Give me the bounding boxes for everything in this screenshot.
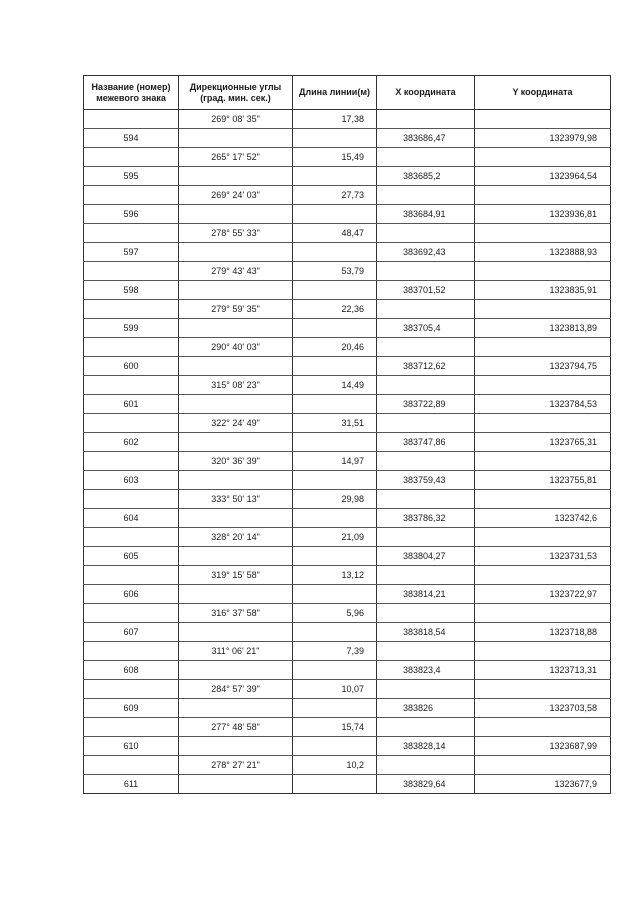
empty-cell bbox=[293, 661, 377, 680]
direction-angle-cell: 316° 37' 58" bbox=[179, 604, 293, 623]
empty-cell bbox=[179, 775, 293, 794]
empty-cell bbox=[475, 148, 611, 167]
x-coordinate-cell: 383786,32 bbox=[377, 509, 475, 528]
point-name-cell: 602 bbox=[84, 433, 179, 452]
empty-cell bbox=[179, 471, 293, 490]
empty-cell bbox=[377, 566, 475, 585]
empty-cell bbox=[377, 110, 475, 129]
empty-cell bbox=[377, 338, 475, 357]
empty-cell bbox=[377, 300, 475, 319]
empty-cell bbox=[293, 547, 377, 566]
empty-cell bbox=[179, 129, 293, 148]
segment-row bbox=[84, 680, 611, 699]
empty-cell bbox=[293, 623, 377, 642]
x-coordinate-cell: 383684,91 bbox=[377, 205, 475, 224]
x-coordinate-cell: 383818,54 bbox=[377, 623, 475, 642]
point-name-cell: 604 bbox=[84, 509, 179, 528]
empty-cell bbox=[377, 414, 475, 433]
direction-angle-cell: 279° 43' 43" bbox=[179, 262, 293, 281]
y-coordinate-cell: 1323755,81 bbox=[475, 471, 611, 490]
x-coordinate-cell: 383828,14 bbox=[377, 737, 475, 756]
point-name-cell: 599 bbox=[84, 319, 179, 338]
header-angle: Дирекционные углы (град. мин. сек.) bbox=[179, 76, 293, 110]
direction-angle-cell: 319° 15' 58" bbox=[179, 566, 293, 585]
empty-cell bbox=[179, 243, 293, 262]
empty-cell bbox=[179, 167, 293, 186]
empty-cell bbox=[293, 395, 377, 414]
empty-cell bbox=[377, 642, 475, 661]
segment-row bbox=[84, 262, 611, 281]
point-row bbox=[84, 737, 611, 756]
point-row bbox=[84, 661, 611, 680]
empty-cell bbox=[179, 699, 293, 718]
y-coordinate-cell: 1323765,31 bbox=[475, 433, 611, 452]
segment-row bbox=[84, 414, 611, 433]
empty-cell bbox=[293, 167, 377, 186]
x-coordinate-cell: 383722,89 bbox=[377, 395, 475, 414]
empty-cell bbox=[377, 376, 475, 395]
empty-cell bbox=[377, 262, 475, 281]
empty-cell bbox=[377, 528, 475, 547]
line-length-cell: 5,96 bbox=[293, 604, 377, 623]
direction-angle-cell: 320° 36' 39" bbox=[179, 452, 293, 471]
segment-row bbox=[84, 148, 611, 167]
empty-cell bbox=[179, 319, 293, 338]
x-coordinate-cell: 383826 bbox=[377, 699, 475, 718]
empty-cell bbox=[84, 414, 179, 433]
line-length-cell: 21,09 bbox=[293, 528, 377, 547]
y-coordinate-cell: 1323794,75 bbox=[475, 357, 611, 376]
line-length-cell: 14,49 bbox=[293, 376, 377, 395]
empty-cell bbox=[293, 281, 377, 300]
y-coordinate-cell: 1323713,31 bbox=[475, 661, 611, 680]
x-coordinate-cell: 383804,27 bbox=[377, 547, 475, 566]
empty-cell bbox=[84, 490, 179, 509]
empty-cell bbox=[179, 547, 293, 566]
empty-cell bbox=[377, 452, 475, 471]
empty-cell bbox=[475, 756, 611, 775]
empty-cell bbox=[84, 680, 179, 699]
point-row bbox=[84, 395, 611, 414]
x-coordinate-cell: 383823,4 bbox=[377, 661, 475, 680]
empty-cell bbox=[84, 756, 179, 775]
line-length-cell: 53,79 bbox=[293, 262, 377, 281]
point-row bbox=[84, 319, 611, 338]
x-coordinate-cell: 383701,52 bbox=[377, 281, 475, 300]
empty-cell bbox=[475, 338, 611, 357]
empty-cell bbox=[84, 528, 179, 547]
empty-cell bbox=[475, 566, 611, 585]
empty-cell bbox=[293, 319, 377, 338]
line-length-cell: 10,2 bbox=[293, 756, 377, 775]
segment-row bbox=[84, 452, 611, 471]
line-length-cell: 29,98 bbox=[293, 490, 377, 509]
table-header-row bbox=[84, 76, 611, 110]
y-coordinate-cell: 1323784,53 bbox=[475, 395, 611, 414]
point-row bbox=[84, 509, 611, 528]
direction-angle-cell: 322° 24' 49" bbox=[179, 414, 293, 433]
segment-row bbox=[84, 110, 611, 129]
point-name-cell: 608 bbox=[84, 661, 179, 680]
segment-row bbox=[84, 490, 611, 509]
point-row bbox=[84, 433, 611, 452]
empty-cell bbox=[84, 604, 179, 623]
direction-angle-cell: 290° 40' 03" bbox=[179, 338, 293, 357]
y-coordinate-cell: 1323677,9 bbox=[475, 775, 611, 794]
y-coordinate-cell: 1323731,53 bbox=[475, 547, 611, 566]
x-coordinate-cell: 383692,43 bbox=[377, 243, 475, 262]
empty-cell bbox=[84, 566, 179, 585]
empty-cell bbox=[293, 471, 377, 490]
empty-cell bbox=[179, 281, 293, 300]
y-coordinate-cell: 1323742,6 bbox=[475, 509, 611, 528]
point-row bbox=[84, 243, 611, 262]
y-coordinate-cell: 1323718,88 bbox=[475, 623, 611, 642]
direction-angle-cell: 278° 55' 33" bbox=[179, 224, 293, 243]
segment-row bbox=[84, 642, 611, 661]
x-coordinate-cell: 383759,43 bbox=[377, 471, 475, 490]
point-name-cell: 606 bbox=[84, 585, 179, 604]
empty-cell bbox=[475, 680, 611, 699]
empty-cell bbox=[377, 490, 475, 509]
empty-cell bbox=[377, 604, 475, 623]
line-length-cell: 10,07 bbox=[293, 680, 377, 699]
empty-cell bbox=[84, 338, 179, 357]
empty-cell bbox=[84, 718, 179, 737]
line-length-cell: 31,51 bbox=[293, 414, 377, 433]
empty-cell bbox=[179, 357, 293, 376]
point-name-cell: 607 bbox=[84, 623, 179, 642]
empty-cell bbox=[377, 718, 475, 737]
empty-cell bbox=[377, 224, 475, 243]
point-name-cell: 597 bbox=[84, 243, 179, 262]
empty-cell bbox=[475, 490, 611, 509]
empty-cell bbox=[179, 509, 293, 528]
empty-cell bbox=[179, 395, 293, 414]
empty-cell bbox=[179, 205, 293, 224]
direction-angle-cell: 333° 50' 13" bbox=[179, 490, 293, 509]
segment-row bbox=[84, 338, 611, 357]
empty-cell bbox=[179, 585, 293, 604]
y-coordinate-cell: 1323888,93 bbox=[475, 243, 611, 262]
empty-cell bbox=[293, 585, 377, 604]
direction-angle-cell: 311° 06' 21" bbox=[179, 642, 293, 661]
empty-cell bbox=[84, 262, 179, 281]
empty-cell bbox=[475, 110, 611, 129]
empty-cell bbox=[84, 452, 179, 471]
empty-cell bbox=[84, 224, 179, 243]
point-name-cell: 595 bbox=[84, 167, 179, 186]
point-name-cell: 610 bbox=[84, 737, 179, 756]
line-length-cell: 15,74 bbox=[293, 718, 377, 737]
line-length-cell: 13,12 bbox=[293, 566, 377, 585]
segment-row bbox=[84, 604, 611, 623]
point-name-cell: 600 bbox=[84, 357, 179, 376]
point-name-cell: 598 bbox=[84, 281, 179, 300]
point-name-cell: 605 bbox=[84, 547, 179, 566]
point-row bbox=[84, 281, 611, 300]
segment-row bbox=[84, 186, 611, 205]
x-coordinate-cell: 383686,47 bbox=[377, 129, 475, 148]
empty-cell bbox=[179, 433, 293, 452]
empty-cell bbox=[475, 528, 611, 547]
point-row bbox=[84, 699, 611, 718]
empty-cell bbox=[377, 186, 475, 205]
direction-angle-cell: 328° 20' 14" bbox=[179, 528, 293, 547]
x-coordinate-cell: 383814,21 bbox=[377, 585, 475, 604]
empty-cell bbox=[293, 243, 377, 262]
y-coordinate-cell: 1323687,99 bbox=[475, 737, 611, 756]
table-body bbox=[84, 110, 611, 794]
point-row bbox=[84, 471, 611, 490]
empty-cell bbox=[179, 623, 293, 642]
x-coordinate-cell: 383685,2 bbox=[377, 167, 475, 186]
empty-cell bbox=[293, 699, 377, 718]
empty-cell bbox=[84, 148, 179, 167]
empty-cell bbox=[475, 718, 611, 737]
direction-angle-cell: 269° 08' 35" bbox=[179, 110, 293, 129]
segment-row bbox=[84, 376, 611, 395]
y-coordinate-cell: 1323722,97 bbox=[475, 585, 611, 604]
header-y: Y координата bbox=[475, 76, 611, 110]
empty-cell bbox=[84, 642, 179, 661]
point-name-cell: 601 bbox=[84, 395, 179, 414]
x-coordinate-cell: 383747,86 bbox=[377, 433, 475, 452]
point-name-cell: 596 bbox=[84, 205, 179, 224]
direction-angle-cell: 278° 27' 21" bbox=[179, 756, 293, 775]
point-row bbox=[84, 623, 611, 642]
y-coordinate-cell: 1323936,81 bbox=[475, 205, 611, 224]
empty-cell bbox=[475, 376, 611, 395]
empty-cell bbox=[377, 756, 475, 775]
empty-cell bbox=[293, 357, 377, 376]
line-length-cell: 48,47 bbox=[293, 224, 377, 243]
direction-angle-cell: 284° 57' 39" bbox=[179, 680, 293, 699]
segment-row bbox=[84, 528, 611, 547]
point-name-cell: 611 bbox=[84, 775, 179, 794]
empty-cell bbox=[475, 262, 611, 281]
point-row bbox=[84, 775, 611, 794]
empty-cell bbox=[84, 186, 179, 205]
empty-cell bbox=[84, 300, 179, 319]
x-coordinate-cell: 383829,64 bbox=[377, 775, 475, 794]
empty-cell bbox=[475, 224, 611, 243]
segment-row bbox=[84, 718, 611, 737]
empty-cell bbox=[293, 433, 377, 452]
line-length-cell: 14,97 bbox=[293, 452, 377, 471]
empty-cell bbox=[377, 148, 475, 167]
point-row bbox=[84, 129, 611, 148]
point-row bbox=[84, 357, 611, 376]
empty-cell bbox=[179, 737, 293, 756]
direction-angle-cell: 265° 17' 52" bbox=[179, 148, 293, 167]
line-length-cell: 22,36 bbox=[293, 300, 377, 319]
segment-row bbox=[84, 566, 611, 585]
header-x: X координата bbox=[377, 76, 475, 110]
empty-cell bbox=[293, 205, 377, 224]
point-name-cell: 603 bbox=[84, 471, 179, 490]
y-coordinate-cell: 1323835,91 bbox=[475, 281, 611, 300]
empty-cell bbox=[475, 186, 611, 205]
line-length-cell: 7,39 bbox=[293, 642, 377, 661]
segment-row bbox=[84, 756, 611, 775]
line-length-cell: 15,49 bbox=[293, 148, 377, 167]
empty-cell bbox=[475, 300, 611, 319]
point-name-cell: 609 bbox=[84, 699, 179, 718]
point-row bbox=[84, 585, 611, 604]
line-length-cell: 27,73 bbox=[293, 186, 377, 205]
empty-cell bbox=[475, 604, 611, 623]
direction-angle-cell: 277° 48' 58" bbox=[179, 718, 293, 737]
y-coordinate-cell: 1323813,89 bbox=[475, 319, 611, 338]
empty-cell bbox=[293, 737, 377, 756]
empty-cell bbox=[84, 376, 179, 395]
empty-cell bbox=[179, 661, 293, 680]
x-coordinate-cell: 383705,4 bbox=[377, 319, 475, 338]
x-coordinate-cell: 383712,62 bbox=[377, 357, 475, 376]
segment-row bbox=[84, 300, 611, 319]
empty-cell bbox=[293, 775, 377, 794]
empty-cell bbox=[293, 129, 377, 148]
direction-angle-cell: 315° 08' 23" bbox=[179, 376, 293, 395]
empty-cell bbox=[475, 642, 611, 661]
point-row bbox=[84, 547, 611, 566]
empty-cell bbox=[84, 110, 179, 129]
y-coordinate-cell: 1323964,54 bbox=[475, 167, 611, 186]
line-length-cell: 17,38 bbox=[293, 110, 377, 129]
direction-angle-cell: 269° 24' 03" bbox=[179, 186, 293, 205]
point-row bbox=[84, 205, 611, 224]
y-coordinate-cell: 1323979,98 bbox=[475, 129, 611, 148]
empty-cell bbox=[293, 509, 377, 528]
segment-row bbox=[84, 224, 611, 243]
empty-cell bbox=[377, 680, 475, 699]
header-name: Название (номер) межевого знака bbox=[84, 76, 179, 110]
point-row bbox=[84, 167, 611, 186]
point-name-cell: 594 bbox=[84, 129, 179, 148]
empty-cell bbox=[475, 452, 611, 471]
y-coordinate-cell: 1323703,58 bbox=[475, 699, 611, 718]
direction-angle-cell: 279° 59' 35" bbox=[179, 300, 293, 319]
empty-cell bbox=[475, 414, 611, 433]
line-length-cell: 20,46 bbox=[293, 338, 377, 357]
boundary-coordinates-table bbox=[83, 75, 611, 794]
header-length: Длина линии(м) bbox=[293, 76, 377, 110]
coordinates-sheet bbox=[83, 75, 610, 794]
